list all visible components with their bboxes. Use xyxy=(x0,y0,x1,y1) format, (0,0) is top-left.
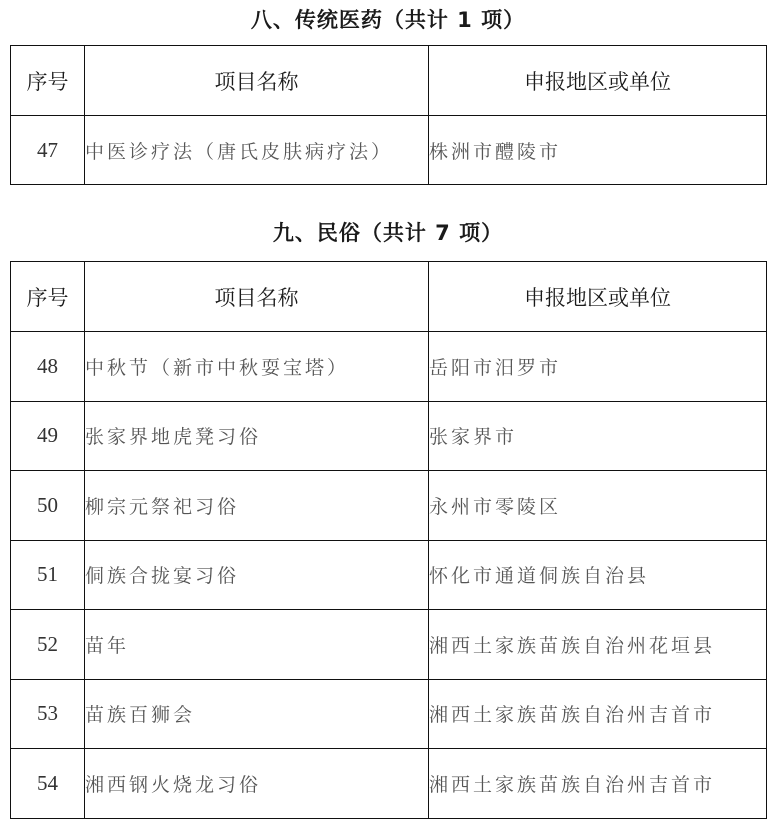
row-applicant-region: 湘西土家族苗族自治州吉首市 xyxy=(429,749,767,819)
table-header-row xyxy=(11,262,767,332)
row-project-name: 湘西钢火烧龙习俗 xyxy=(85,749,429,819)
row-serial-number: 53 xyxy=(11,679,85,749)
row-applicant-region: 永州市零陵区 xyxy=(429,471,767,541)
folk-customs-table xyxy=(10,261,767,819)
table-row xyxy=(11,401,767,471)
header-serial-number: 序号 xyxy=(11,262,85,332)
header-applicant-region: 申报地区或单位 xyxy=(429,262,767,332)
header-project-name: 项目名称 xyxy=(85,46,429,116)
row-applicant-region: 湘西土家族苗族自治州花垣县 xyxy=(429,610,767,680)
row-applicant-region: 张家界市 xyxy=(429,401,767,471)
table-row xyxy=(11,116,767,185)
row-serial-number: 49 xyxy=(11,401,85,471)
table-header-row xyxy=(11,46,767,116)
table-row xyxy=(11,610,767,680)
row-applicant-region: 湘西土家族苗族自治州吉首市 xyxy=(429,679,767,749)
table-row xyxy=(11,332,767,402)
row-serial-number: 47 xyxy=(11,116,85,185)
row-project-name: 苗年 xyxy=(85,610,429,680)
section-title-folk-customs: 九、民俗（共计 7 项） xyxy=(272,221,504,245)
row-serial-number: 52 xyxy=(11,610,85,680)
table-row xyxy=(11,679,767,749)
row-applicant-region: 怀化市通道侗族自治县 xyxy=(429,540,767,610)
row-applicant-region: 岳阳市汨罗市 xyxy=(429,332,767,402)
section-title-traditional-medicine: 八、传统医药（共计 1 项） xyxy=(250,8,526,32)
row-project-name: 中秋节（新市中秋耍宝塔） xyxy=(85,332,429,402)
row-serial-number: 50 xyxy=(11,471,85,541)
row-serial-number: 48 xyxy=(11,332,85,402)
traditional-medicine-table xyxy=(10,45,767,185)
row-serial-number: 54 xyxy=(11,749,85,819)
row-project-name: 柳宗元祭祀习俗 xyxy=(85,471,429,541)
table-row xyxy=(11,540,767,610)
row-project-name: 侗族合拢宴习俗 xyxy=(85,540,429,610)
header-project-name: 项目名称 xyxy=(85,262,429,332)
header-serial-number: 序号 xyxy=(11,46,85,116)
row-project-name: 中医诊疗法（唐氏皮肤病疗法） xyxy=(85,116,429,185)
row-project-name: 苗族百狮会 xyxy=(85,679,429,749)
row-serial-number: 51 xyxy=(11,540,85,610)
header-applicant-region: 申报地区或单位 xyxy=(429,46,767,116)
table-row xyxy=(11,749,767,819)
row-applicant-region: 株洲市醴陵市 xyxy=(429,116,767,185)
row-project-name: 张家界地虎凳习俗 xyxy=(85,401,429,471)
table-row xyxy=(11,471,767,541)
